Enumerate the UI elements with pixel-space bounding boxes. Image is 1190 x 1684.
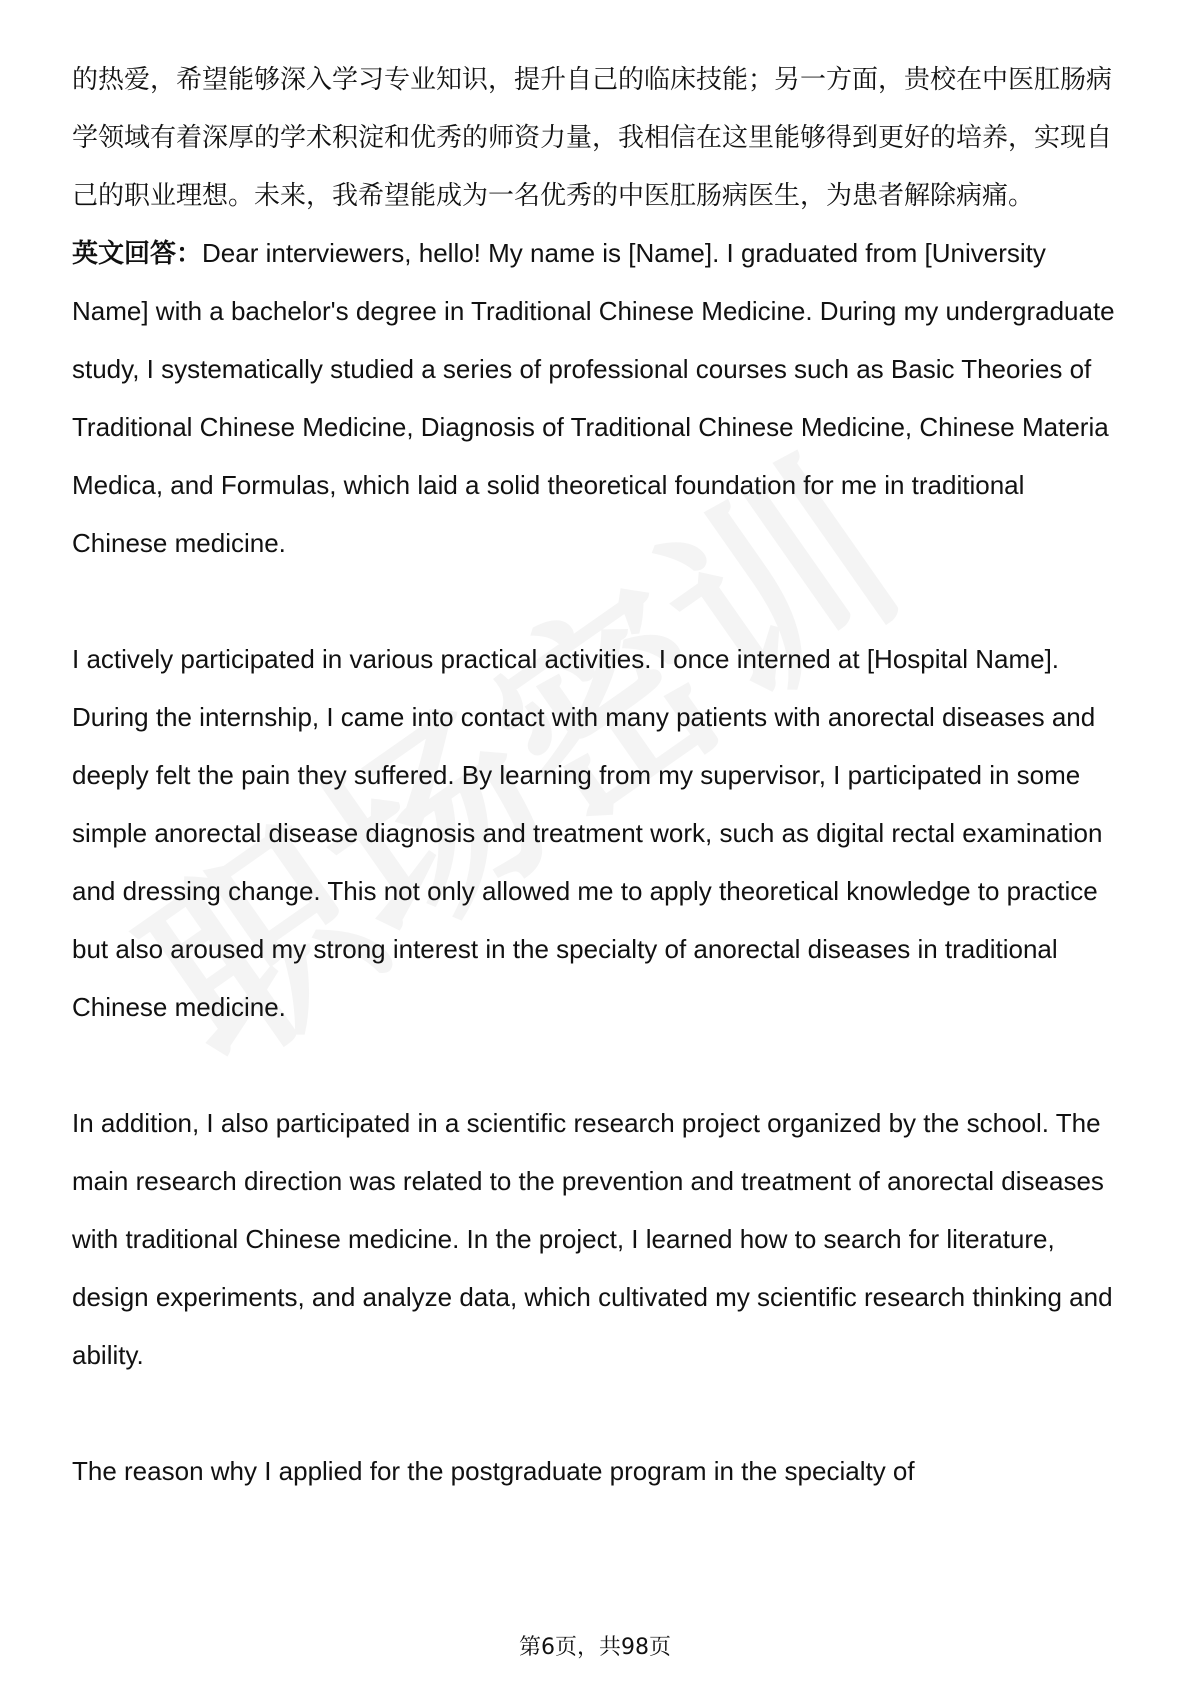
- document-body: [72, 50, 1122, 1500]
- paragraph-reason: [72, 1442, 1122, 1500]
- paragraph-chinese-answer-end: [72, 50, 1122, 224]
- paragraph-text: I actively participated in various practical activities. I once interned at [Hospital Name]. During the internship, I came into contact with many patients with anorectal diseases and deeply felt the pain they suffered. By learning from my supervisor, I participated in some simple anorectal disease diagnosis and treatment work, such as digital rectal examination and dressing change. This not only allowed me to apply theoretical knowledge to practice but also aroused my strong interest in the specialty of anorectal diseases in traditional Chinese medicine.: [72, 644, 1103, 1022]
- paragraph-text: In addition, I also participated in a scientific research project organized by the school. The main research direction was related to the prevention and treatment of anorectal diseases with traditional Chinese medicine. In the project, I learned how to search for literature, design experiments, and analyze data, which cultivated my scientific research thinking and ability.: [72, 1108, 1113, 1370]
- paragraph-text: Dear interviewers, hello! My name is [Name]. I graduated from [University Name] with a bachelor's degree in Traditional Chinese Medicine. During my undergraduate study, I systematically studied a series of professional courses such as Basic Theories of Traditional Chinese Medicine, Diagnosis of Traditional Chinese Medicine, Chinese Materia Medica, and Formulas, which laid a solid theoretical foundation for me in traditional Chinese medicine.: [72, 238, 1115, 558]
- page-number-footer: 第6页，共98页: [519, 1635, 671, 1660]
- paragraph-gap: [72, 1036, 1122, 1094]
- paragraph-english-answer-intro: [72, 224, 1122, 572]
- paragraph-gap: [72, 1384, 1122, 1442]
- paragraph-text: The reason why I applied for the postgraduate program in the specialty of: [72, 1456, 915, 1486]
- english-answer-label: 英文回答：: [72, 238, 203, 268]
- paragraph-practice: [72, 630, 1122, 1036]
- paragraph-research: [72, 1094, 1122, 1384]
- paragraph-gap: [72, 572, 1122, 630]
- paragraph-text: 的热爱，希望能够深入学习专业知识，提升自己的临床技能；另一方面，贵校在中医肛肠病学领域有着深厚的学术积淀和优秀的师资力量，我相信在这里能够得到更好的培养，实现自己的职业理想。未来，我希望能成为一名优秀的中医肛肠病医生，为患者解除病痛。: [72, 64, 1113, 210]
